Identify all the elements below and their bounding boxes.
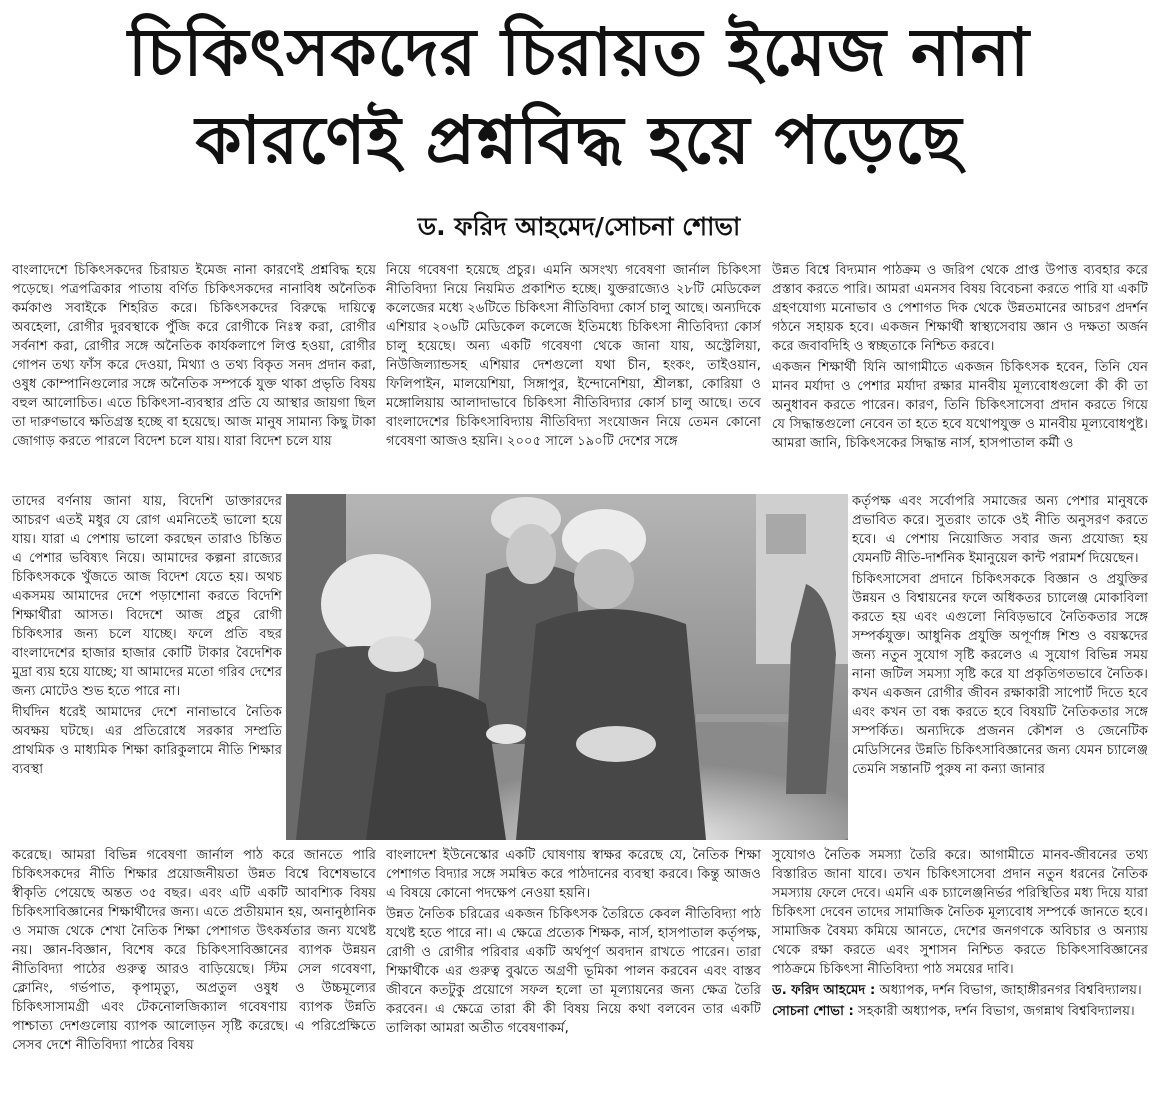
column-1-top (12, 261, 376, 492)
paragraph: সুযোগও নৈতিক সমস্যা তৈরি করে। আগামীতে মানব-জীবনের তথ্য বিস্তারিত জানা যাবে। তখন চিকিৎসাসেবা প্রদান নতুন ধরনের নৈতিক সমস্যায় ফেলে দেবে। এমনি এক চ্যালেঞ্জনির্ভর পরিস্থিতির মধ্য দিয়ে যারা চিকিৎসা দেবেন তাদের সামাজিক নৈতিক মূল্যবোধ সম্পর্কে জানতে হবে। সামাজিক বৈষম্য কমিয়ে আনতে, দেশের জনগণকে অবিচার ও অন্যায় থেকে রক্ষা করতে এবং সুশাসন নিশ্চিত করতে চিকিৎসাবিজ্ঞানের পাঠক্রমে চিকিৎসা নীতিবিদ্যা পাঠ সময়ের দাবি। (772, 848, 1148, 977)
headline-line-2: কারণেই প্রশ্নবিদ্ধ হয়ে পড়েছে (195, 102, 963, 179)
author-bio (772, 1002, 1148, 1021)
column-1-middle (12, 492, 282, 846)
column-2-top (386, 261, 761, 492)
paragraph: নিয়ে গবেষণা হয়েছে প্রচুর। এমনি অসংখ্য গবেষণা জার্নাল চিকিৎসা নীতিবিদ্যা নিয়ে নিয়মিত প্রকাশিত হচ্ছে। যুক্তরাজ্যেও ২৮টি মেডিকেল কলেজের মধ্যে ২৬টিতে চিকিৎসা নীতিবিদ্যা কোর্স চালু আছে। অন্যদিকে এশিয়ার ২০৬টি মেডিকেল কলেজে ইতিমধ্যে চিকিৎসা নীতিবিদ্যা কোর্স চালু হয়েছে। অন্য একটি গবেষণা থেকে জানা যায়, অস্ট্রেলিয়া, নিউজিল্যান্ডসহ এশিয়ার দেশগুলো যথা চীন, হংকং, তাইওয়ান, ফিলিপাইন, মালয়েশিয়া, সিঙ্গাপুর, ইন্দোনেশিয়া, শ্রীলঙ্কা, কোরিয়া ও মঙ্গোলিয়ায় আলাদাভাবে চিকিৎসা নীতিবিদ্যার কোর্স চালু আছে। তবে বাংলাদেশের চিকিৎসাবিদ্যায় নীতিবিদ্যা সংযোজন নিয়ে তেমন কোনো গবেষণা আজও হয়নি। ২০০৫ সালে ১৯০টি দেশের সঙ্গে (386, 263, 761, 449)
paragraph: করেছে। আমরা বিভিন্ন গবেষণা জার্নাল পাঠ করে জানতে পারি চিকিৎসকদের নীতি শিক্ষার প্রয়োজনীয়তা উন্নত বিশ্বে বিশেষভাবে স্বীকৃতি পেয়েছে অন্তত ৩৫ বছর। এবং এটি একটি আবশ্যিক বিষয় চিকিৎসাবিজ্ঞানের শিক্ষার্থীদের জন্য। এতে প্রতীয়মান হয়, অনানুষ্ঠানিক ও সমাজ থেকে শেখা নৈতিক শিক্ষা পেশাগত উৎকর্ষতার জন্য যথেষ্ট নয়। জ্ঞান-বিজ্ঞান, বিশেষ করে চিকিৎসাবিজ্ঞানের ব্যাপক উন্নয়ন নীতিবিদ্যা পাঠের গুরুত্ব আরও বাড়িয়েছে। স্টিম সেল গবেষণা, ক্লোনিং, গর্ভপাত, কৃপামৃত্যু, অপ্রতুল ওষুধ ও উচ্চমূল্যের চিকিৎসাসামগ্রী এবং টেকনোলজিক্যাল গবেষণায় ব্যাপক উন্নতি পাশ্চাত্য দেশগুলোয় ব্যাপক আলোড়ন সৃষ্টি করেছে। এ পরিপ্রেক্ষিতে সেসব দেশে নীতিবিদ্যা পাঠের বিষয় (12, 848, 376, 1053)
paragraph: বাংলাদেশ ইউনেস্কোর একটি ঘোষণায় স্বাক্ষর করেছে যে, নৈতিক শিক্ষা পেশাগত বিদ্যার সঙ্গে সমন্বিত করে পাঠদানের ব্যবস্থা করবে। কিন্তু আজও এ বিষয়ে কোনো পদক্ষেপ নেওয়া হয়নি। (386, 848, 761, 901)
author-bio-name: ড. ফরিদ আহমেদ : (772, 983, 876, 998)
paragraph: চিকিৎসাসেবা প্রদানে চিকিৎসককে বিজ্ঞান ও প্রযুক্তির উন্নয়ন ও বিশ্বায়নের ফলে অধিকতর চ্যালেঞ্জ মোকাবিলা করতে হয় এবং এগুলো নিবিড়ভাবে নৈতিকতার সঙ্গে সম্পর্কযুক্ত। আধুনিক প্রযুক্তি অপূর্ণাঙ্গ শিশু ও বয়স্কদের জন্য নতুন সুযোগ সৃষ্টি করলেও এ সুযোগ বিভিন্ন সময় নানা জটিল সমস্যা সৃষ্টি করে যা প্রকৃতিগতভাবে নৈতিক। কখন একজন রোগীর জীবন রক্ষাকারী সাপোর্ট দিতে হবে এবং কখন তা বন্ধ করতে হবে বিষয়টি নৈতিকতার সঙ্গে সম্পর্কিত। অন্যদিকে প্রজনন কৌশল ও জেনেটিক মেডিসিনের উন্নতি চিকিৎসাবিজ্ঞানের জন্য যেমন চ্যালেঞ্জ তেমনি সন্তানটি পুরুষ না কন্যা জানার (852, 572, 1148, 777)
author-bio-name: সোচনা শোভা : (772, 1004, 854, 1019)
author-bio-text: অধ্যাপক, দর্শন বিভাগ, জাহাঙ্গীরনগর বিশ্ববিদ্যালয়। (875, 983, 1142, 998)
paragraph: উন্নত নৈতিক চরিত্রের একজন চিকিৎসক তৈরিতে কেবল নীতিবিদ্যা পাঠ যথেষ্ট হতে পারে না। এ ক্ষেত্রে প্রত্যেক শিক্ষক, নার্স, হাসপাতাল কর্তৃপক্ষ, রোগী ও রোগীর পরিবার একটি অর্থপূর্ণ অবদান রাখতে পারেন। তারা শিক্ষার্থীকে এর গুরুত্ব বুঝতে অগ্রণী ভূমিকা পালন করবেন এবং বাস্তব জীবনে কতটুকু প্রয়োগে সফল হলো তা মূল্যায়নের জন্য ক্ষেত্র তৈরি করবেন। এ ক্ষেত্রে তারা কী কী বিষয় নিয়ে কথা বলবেন তার একটি তালিকা আমরা অতীত গবেষণাকর্ম, (386, 907, 761, 1036)
paragraph: কর্তৃপক্ষ এবং সর্বোপরি সমাজের অন্য পেশার মানুষকে প্রভাবিত করে। সুতরাং তাকে ওই নীতি অনুসরণ করতে হবে। এ পেশায় নিয়োজিত সবার জন্য প্রযোজ্য হয় যেমনটি নীতি-দার্শনিক ইমানুয়েল কান্ট পরামর্শ দিয়েছেন। (852, 494, 1148, 566)
column-2-bottom (386, 846, 761, 1090)
surgery-photo (286, 494, 848, 840)
paragraph: একজন শিক্ষার্থী যিনি আগামীতে একজন চিকিৎসক হবেন, তিনি যেন মানব মর্যাদা ও পেশার মর্যাদা রক্ষার মানবীয় মূল্যবোধগুলো কী কী তা অনুধাবন করতে পারেন। কারণ, তিনি চিকিৎসাসেবা প্রদান করতে গিয়ে যে সিদ্ধান্তগুলো নেবেন তা হতে হবে যথোপযুক্ত ও মানবীয় মূল্যবোধপুষ্ট। আমরা জানি, চিকিৎসকের সিদ্ধান্ত নার্স, হাসপাতাল কর্মী ও (772, 360, 1148, 451)
paragraph: তাদের বর্ণনায় জানা যায়, বিদেশি ডাক্তারদের আচরণ এতই মধুর যে রোগ এমনিতেই ভালো হয়ে যায়। যারা এ পেশায় ভালো করছেন তারাও চিন্তিত এ পেশার ভবিষ্যৎ নিয়ে। আমাদের কল্পনা রাজ্যের চিকিৎসককে খুঁজতে আজ বিদেশ যেতে হয়। অথচ একসময় আমাদের দেশে পড়াশোনা করতে বিদেশি শিক্ষার্থীরা আসত। বিদেশে আজ প্রচুর রোগী চিকিৎসার জন্য চলে যাচ্ছে। ফলে প্রতি বছর বাংলাদেশের হাজার হাজার কোটি টাকার বৈদেশিক মুদ্রা ব্যয় হয়ে যাচ্ছে; যা আমাদের মতো গরিব দেশের জন্য মোটেও শুভ হতে পারে না। (12, 494, 282, 699)
paragraph: দীর্ঘদিন ধরেই আমাদের দেশে নানাভাবে নৈতিক অবক্ষয় ঘটছে। এর প্রতিরোধে সরকার সম্প্রতি প্রাথমিক ও মাধ্যমিক শিক্ষা কারিকুলামে নীতি শিক্ষার ব্যবস্থা (12, 705, 282, 777)
column-3-top (772, 261, 1148, 492)
paragraph: উন্নত বিশ্বে বিদ্যমান পাঠক্রম ও জরিপ থেকে প্রাপ্ত উপাত্ত ব্যবহার করে প্রস্তাব করতে পারি। আমরা এমনসব বিষয় বিবেচনা করতে পারি যা একটি গ্রহণযোগ্য মনোভাব ও পেশাগত দিক থেকে উন্নতমানের আচরণ প্রদর্শন গঠনে সহায়ক হবে। একজন শিক্ষার্থী স্বাস্থ্যসেবায় জ্ঞান ও দক্ষতা অর্জন করে জবাবদিহি ও স্বচ্ছতাকে নিশ্চিত করবে। (772, 263, 1148, 354)
headline-line-1: চিকিৎসকদের চিরায়ত ইমেজ নানা (128, 14, 1030, 91)
column-1-bottom (12, 846, 376, 1090)
author-bio (772, 981, 1148, 1000)
author-bio-text: সহকারী অধ্যাপক, দর্শন বিভাগ, জগন্নাথ বিশ্ববিদ্যালয়। (853, 1004, 1135, 1019)
column-3-middle (852, 492, 1148, 846)
column-3-bottom (772, 846, 1148, 1090)
byline: ড. ফরিদ আহমেদ/সোচনা শোভা (417, 212, 741, 241)
paragraph: বাংলাদেশে চিকিৎসকদের চিরায়ত ইমেজ নানা কারণেই প্রশ্নবিদ্ধ হয়ে পড়েছে। পত্রপত্রিকার পাতায় বর্ণিত চিকিৎসকদের নানাবিধ অনৈতিক কর্মকাণ্ড সবাইকে শিহরিত করে। চিকিৎসকদের বিরুদ্ধে দায়িত্বে অবহেলা, রোগীর দুরবস্থাকে পুঁজি করে রোগীকে নিঃস্ব করা, রোগীর সর্বনাশ করা, রোগীর সঙ্গে অনৈতিক কার্যকলাপে লিপ্ত হওয়া, রোগীর গোপন তথ্য ফাঁস করে দেওয়া, মিথ্যা ও তথ্য বিকৃত সনদ প্রদান করা, ওষুধ কোম্পানিগুলোর সঙ্গে অনৈতিক সম্পর্কে যুক্ত থাকা প্রভৃতি বিষয় বহুল আলোচিত। এতে চিকিৎসা-ব্যবস্থার প্রতি যে আস্থার জায়গা ছিল তা দারুণভাবে ক্ষতিগ্রস্ত হচ্ছে বা হয়েছে। আজ মানুষ সামান্য কিছু টাকা জোগাড় করতে পারলে বিদেশ চলে যায়। যারা বিদেশ চলে যায় (12, 263, 376, 449)
